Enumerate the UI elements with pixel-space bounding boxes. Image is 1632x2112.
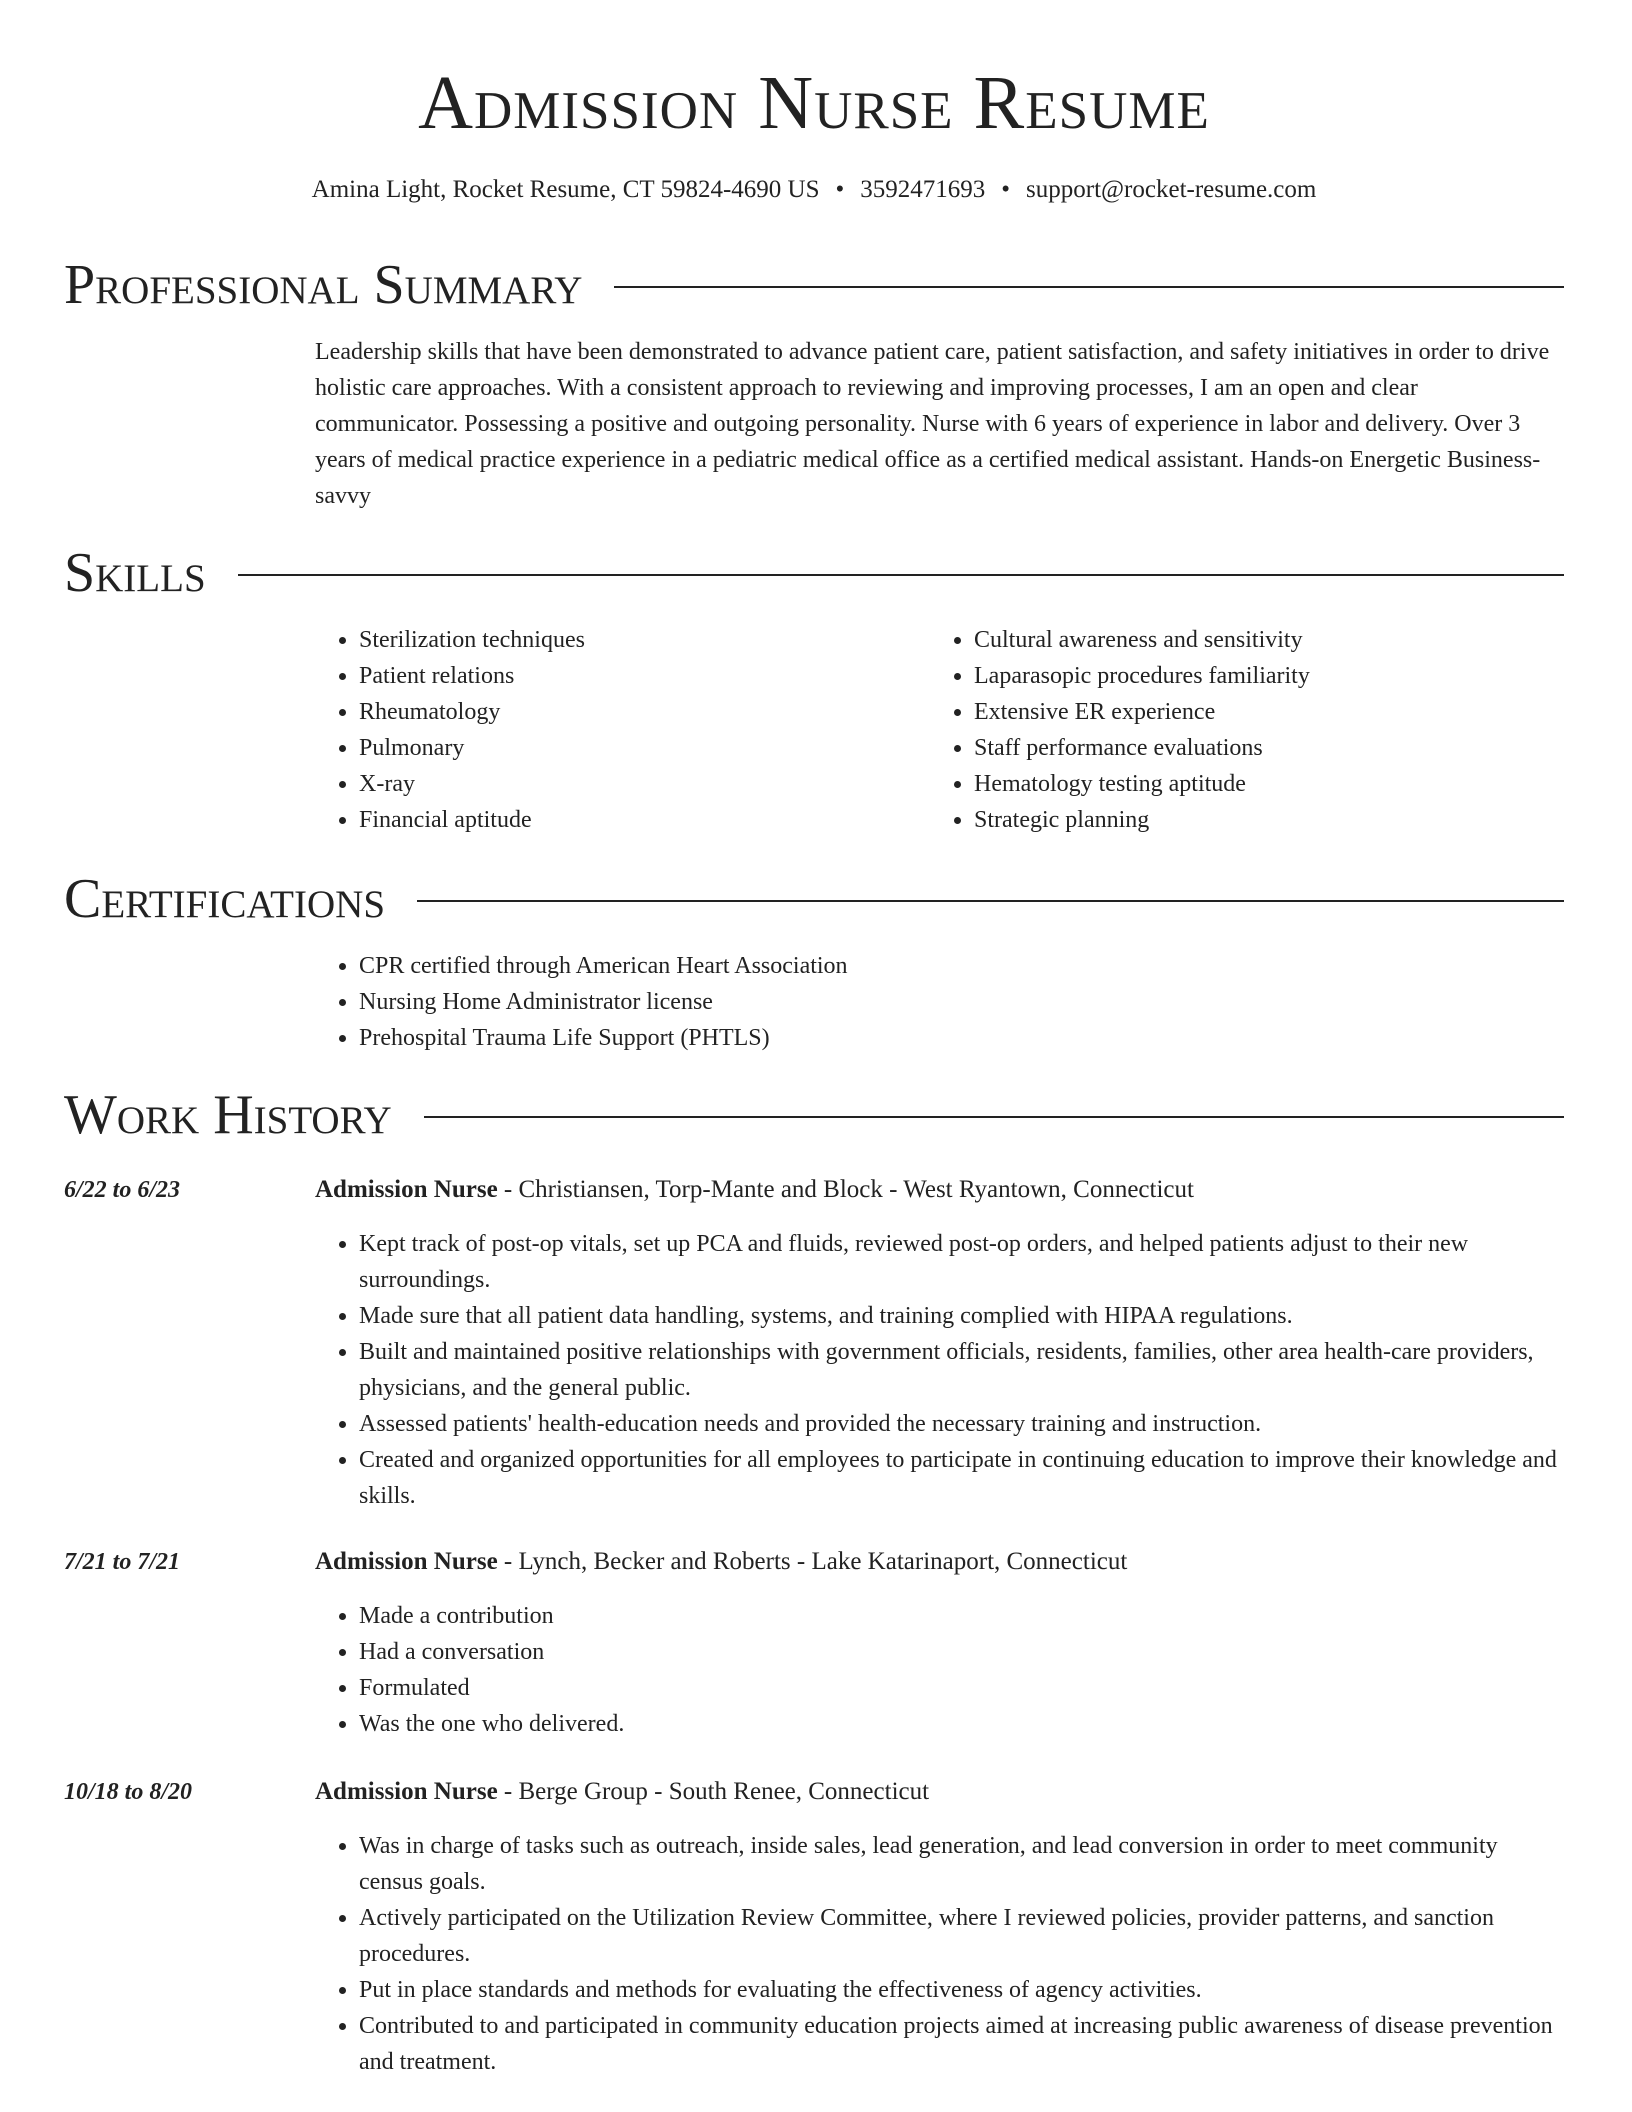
section-divider [238,574,1564,576]
job-bullet: • Kept track of post-op vitals, set up PCA and fluids, reviewed post-op orders, and helped patients adjust to their new surroundings. [359,1226,1565,1298]
skill-item: • Pulmonary [359,730,915,766]
skill-item: • Staff performance evaluations [974,730,1530,766]
contact-line [64,172,1564,208]
job-bullet: • Was in charge of tasks such as outreach, inside sales, lead generation, and lead conversion in order to meet community census goals. [359,1828,1565,1900]
job-employer: - Lynch, Becker and Roberts - Lake Katarinaport, Connecticut [497,1548,1128,1575]
skill-item: • Hematology testing aptitude [974,766,1530,802]
skills-column-left [315,622,915,838]
job-dates: 7/21 to 7/21 [64,1549,181,1575]
skill-item: • Cultural awareness and sensitivity [974,622,1530,658]
job-bullet: • Contributed to and participated in community education projects aimed at increasing public awareness of disease prevention and treatment. [359,2008,1565,2080]
section-header-work-history [64,1082,1564,1148]
job-employer: - Christiansen, Torp-Mante and Block - West Ryantown, Connecticut [497,1176,1194,1203]
job-title: Admission Nurse [315,1548,498,1575]
job-heading [315,1774,1565,1810]
job-heading [315,1172,1565,1208]
contact-phone[interactable]: 3592471693 [860,176,986,203]
summary-text: Leadership skills that have been demonstrated to advance patient care, patient satisfaction, and safety initiatives in order to drive holistic care approaches. With a consistent approach to reviewing and improving processes, I am an open and clear communicator. Possessing a positive and outgoing personality. Nurse with 6 years of experience in labor and delivery. Over 3 years of medical practice experience in a pediatric medical office as a certified medical assistant. Hands-on Energetic Business-savvy [315,339,1550,509]
certifications-list [315,948,1565,1056]
section-title-skills: Skills [64,542,206,604]
certification-item: • Nursing Home Administrator license [359,984,1565,1020]
skills-column-right [930,622,1530,838]
section-title-certifications: Certifications [64,868,386,930]
job-dates: 10/18 to 8/20 [64,1779,193,1805]
contact-address: Amina Light, Rocket Resume, CT 59824-4690 US [311,176,820,203]
section-divider [417,900,1564,902]
job-heading [315,1544,1565,1580]
skill-item: • Rheumatology [359,694,915,730]
contact-email[interactable]: support@rocket-resume.com [1026,176,1317,203]
job-bullet: • Formulated [359,1670,1565,1706]
section-title-summary: Professional Summary [64,254,583,316]
certification-item: • Prehospital Trauma Life Support (PHTLS) [359,1020,1565,1056]
skill-item: • Laparasopic procedures familiarity [974,658,1530,694]
section-header-summary [64,252,1564,318]
job-title: Admission Nurse [315,1778,498,1805]
skill-item: • Strategic planning [974,802,1530,838]
job-bullet: • Actively participated on the Utilization Review Committee, where I reviewed policies, provider patterns, and sanction procedures. [359,1900,1565,1972]
job-responsibilities [315,1226,1565,1514]
skill-item: • Patient relations [359,658,915,694]
job-bullet: • Had a conversation [359,1634,1565,1670]
job-responsibilities [315,1598,1565,1742]
skill-item: • Financial aptitude [359,802,915,838]
section-header-skills [64,540,1564,606]
skill-item: • Sterilization techniques [359,622,915,658]
job-dates: 6/22 to 6/23 [64,1177,181,1203]
certification-item: • CPR certified through American Heart Association [359,948,1565,984]
contact-separator: • [835,176,845,203]
job-bullet: • Put in place standards and methods for evaluating the effectiveness of agency activities. [359,1972,1565,2008]
job-bullet: • Assessed patients' health-education needs and provided the necessary training and instruction. [359,1406,1565,1442]
job-bullet: • Made a contribution [359,1598,1565,1634]
skill-item: • Extensive ER experience [974,694,1530,730]
job-responsibilities [315,1828,1565,2080]
job-bullet: • Was the one who delivered. [359,1706,1565,1742]
job-bullet: • Made sure that all patient data handling, systems, and training complied with HIPAA regulations. [359,1298,1565,1334]
section-title-work-history: Work History [64,1084,392,1146]
job-title: Admission Nurse [315,1176,498,1203]
job-bullet: • Built and maintained positive relationships with government officials, residents, families, other area health-care providers, physicians, and the general public. [359,1334,1565,1406]
contact-separator: • [1001,176,1011,203]
job-bullet: • Created and organized opportunities for all employees to participate in continuing education to improve their knowledge and skills. [359,1442,1565,1514]
section-divider [424,1116,1564,1118]
resume-title: Admission Nurse Resume [418,61,1210,145]
skill-item: • X-ray [359,766,915,802]
section-header-certifications [64,866,1564,932]
job-employer: - Berge Group - South Renee, Connecticut [497,1778,930,1805]
section-divider [614,286,1564,288]
